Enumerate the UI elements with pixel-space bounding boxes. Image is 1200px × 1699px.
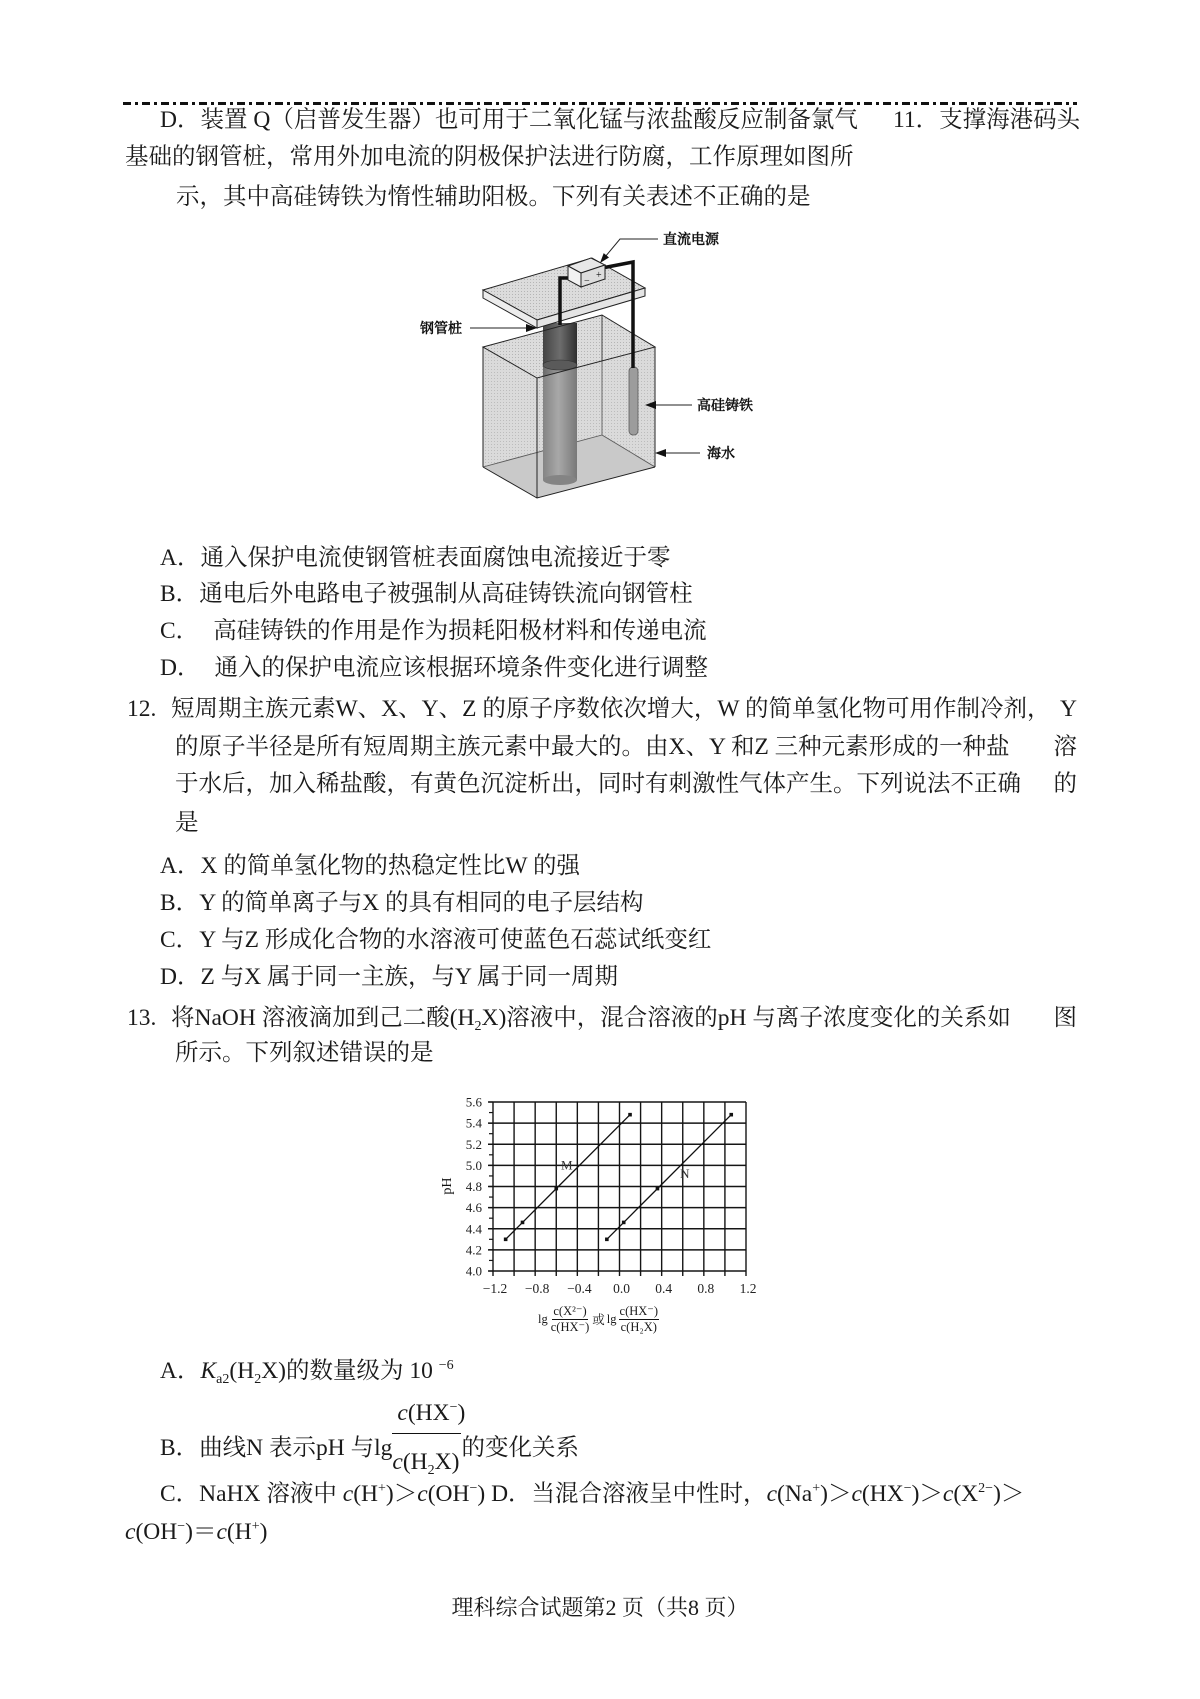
- q13-option-c: [160, 1481, 485, 1507]
- option-text: 的变化关系: [461, 1435, 579, 1461]
- x-axis-lg-2: lg: [606, 1311, 617, 1326]
- q13-option-b: [160, 1400, 579, 1478]
- stem-text: 将NaOH 溶液滴加到己二酸(H: [171, 1005, 475, 1031]
- x-axis-title: [538, 1299, 661, 1339]
- y-tick-label: 4.6: [465, 1200, 482, 1216]
- charge: 2−: [978, 1481, 994, 1496]
- option-label: B．: [160, 890, 200, 916]
- option-label: C．: [160, 618, 200, 644]
- x-axis-lg-1: lg: [538, 1311, 548, 1326]
- conc-symbol: c: [216, 1519, 227, 1545]
- charge: −: [903, 1481, 912, 1496]
- q13-option-c-d-line: [160, 1479, 1024, 1509]
- species: (Na: [777, 1481, 813, 1507]
- question-number: 11．: [893, 107, 940, 133]
- species: (H: [402, 1449, 428, 1475]
- option-text: X)的数量级为 10: [261, 1358, 439, 1384]
- q11-option-d: [160, 653, 708, 683]
- fraction-denominator: c(H₂X): [620, 1319, 657, 1334]
- q11-stem-line-1: [893, 105, 1080, 135]
- data-point-M: [504, 1238, 508, 1242]
- option-text: 通入的保护电流应该根据环境条件变化进行调整: [214, 655, 708, 681]
- fraction-denominator: [392, 1433, 461, 1477]
- q12-option-d: [160, 962, 618, 992]
- option-label: A．: [160, 545, 201, 571]
- q12-stem-line-3: 于水后，加入稀盐酸，有黄色沉淀析出，同时有刺激性气体产生。下列说法不正确: [175, 771, 1021, 797]
- conc-symbol: c: [125, 1519, 136, 1545]
- q13-option-a: [160, 1356, 454, 1386]
- q12-number: 12.: [127, 696, 157, 722]
- data-point-M: [521, 1221, 525, 1225]
- x-tick-label: −1.2: [482, 1281, 508, 1296]
- y-tick-label: 5.6: [465, 1094, 482, 1110]
- q12-stem-line-3-end: 的: [1053, 771, 1077, 797]
- option-text: C．NaHX 溶液中: [160, 1481, 343, 1507]
- x-tick-label: −0.8: [524, 1281, 550, 1296]
- ka-symbol: K: [200, 1358, 217, 1384]
- x-tick-label: 0.4: [655, 1281, 673, 1296]
- species: (X: [953, 1481, 979, 1507]
- option-text: Y 与Z 形成化合物的水溶液可使蓝色石蕊试纸变红: [199, 927, 712, 953]
- minus-terminal-label: −: [584, 276, 590, 287]
- subscript: 2: [474, 1019, 482, 1034]
- fraction-numerator: c(X²⁻): [553, 1303, 587, 1318]
- power-pointer-line: [605, 239, 658, 257]
- data-point-N: [605, 1238, 609, 1242]
- q13-option-d-line-2: [125, 1517, 267, 1547]
- x-tick-label: 0.0: [613, 1281, 630, 1296]
- q11-option-b: [160, 579, 693, 609]
- y-axis-title: pH: [440, 1177, 455, 1195]
- data-point-N: [729, 1113, 733, 1117]
- q13-stem-line-1-end: 图: [1053, 1005, 1077, 1031]
- q12-stem-line-2-end: 溶: [1053, 734, 1077, 760]
- power-label: 直流电源: [663, 233, 719, 248]
- x-tick-label: 1.2: [739, 1281, 757, 1296]
- option-label: A．: [160, 1358, 201, 1384]
- q12-option-c: [160, 925, 711, 955]
- fraction-numerator: [397, 1398, 465, 1428]
- pile-label: 钢管桩: [420, 322, 462, 337]
- charge: +: [378, 1481, 386, 1496]
- x-tick-label: −0.4: [567, 1281, 592, 1296]
- stem-text: X)溶液中，混合溶液的pH 与离子浓度变化的关系如: [481, 1005, 1011, 1031]
- q13-number: 13.: [127, 1005, 157, 1031]
- q10-option-d: D．装置 Q（启普发生器）也可用于二氧化锰与浓盐酸反应制备氯气: [160, 107, 858, 133]
- species: (H: [353, 1481, 379, 1507]
- q11-stem-line-3: 示，其中高硅铸铁为惰性辅助阳极。下列有关表述不正确的是: [176, 184, 811, 210]
- y-tick-label: 4.0: [465, 1263, 482, 1279]
- option-text: 通电后外电路电子被强制从高硅铸铁流向钢管柱: [199, 581, 693, 607]
- q13-stem-line-2: 所示。下列叙述错误的是: [175, 1040, 434, 1066]
- y-tick-label: 5.2: [465, 1136, 482, 1152]
- plus-terminal-label: +: [596, 270, 602, 281]
- conc-symbol: c: [942, 1481, 954, 1507]
- relation: )＞: [385, 1481, 418, 1507]
- data-point-M: [554, 1187, 558, 1191]
- conc-symbol: c: [342, 1481, 354, 1507]
- ka-subscript: a2: [216, 1372, 230, 1387]
- option-label: D．: [160, 964, 201, 990]
- charge: +: [251, 1519, 260, 1534]
- q11-stem-line-2: 基础的钢管桩，常用外加电流的阴极保护法进行防腐，工作原理如图所: [125, 144, 854, 170]
- option-label: C．: [160, 927, 200, 953]
- y-tick-label: 4.4: [465, 1221, 482, 1237]
- x-axis-fraction-1: [550, 1304, 591, 1335]
- conc-symbol: c: [417, 1481, 428, 1507]
- charge: −: [449, 1400, 458, 1415]
- series-label-M: M: [561, 1157, 573, 1173]
- series-label-N: N: [680, 1165, 690, 1181]
- q13-stem-line-1: [171, 1003, 1011, 1033]
- option-label: B．: [160, 1435, 200, 1461]
- option-text: Y 的简单离子与X 的具有相同的电子层结构: [199, 890, 644, 916]
- species: X): [434, 1449, 460, 1475]
- paren: ): [477, 1481, 486, 1507]
- paren: ): [457, 1400, 466, 1426]
- option-text: 曲线N 表示pH 与lg: [199, 1435, 393, 1461]
- species: (HX: [407, 1400, 450, 1426]
- x-tick-label: 0.8: [697, 1281, 715, 1296]
- q12-stem-line-4: 是: [175, 810, 199, 836]
- q12-option-a: [160, 851, 580, 881]
- y-tick-label: 5.0: [465, 1157, 482, 1173]
- species: (OH: [427, 1481, 470, 1507]
- fraction-numerator: c(HX⁻): [619, 1303, 659, 1318]
- q11-option-c: [160, 616, 707, 646]
- fraction-denominator: c(HX⁻): [550, 1319, 590, 1334]
- y-tick-label: 4.8: [465, 1179, 482, 1194]
- subscript: 2: [427, 1463, 435, 1478]
- q12-stem-line-2: 的原子半径是所有短周期主族元素中最大的。由X、Y 和Z 三种元素形成的一种盐: [175, 734, 1010, 760]
- x-axis-conjunction: 或: [592, 1313, 605, 1327]
- option-label: B．: [160, 581, 200, 607]
- option-text: Z 与X 属于同一主族，与Y 属于同一周期: [200, 964, 619, 990]
- charge: −: [469, 1481, 478, 1496]
- option-text: 通入保护电流使钢管桩表面腐蚀电流接近于零: [200, 545, 671, 571]
- relation: )＞: [993, 1481, 1025, 1507]
- conc-symbol: c: [766, 1481, 777, 1507]
- anode-label: 高硅铸铁: [697, 399, 753, 414]
- option-text: 高硅铸铁的作用是作为损耗阳极材料和传递电流: [213, 618, 707, 644]
- exponent: −6: [438, 1358, 454, 1373]
- charge: +: [812, 1481, 821, 1496]
- cathodic-protection-diagram: [410, 225, 770, 515]
- q12-stem-line-1: 短周期主族元素W、X、Y、Z 的原子序数依次增大，W 的简单氢化物可用作制冷剂，: [171, 696, 1051, 722]
- conc-symbol: c: [392, 1449, 403, 1475]
- species: (H: [226, 1519, 252, 1545]
- y-tick-label: 5.4: [465, 1115, 482, 1131]
- data-point-N: [656, 1187, 660, 1191]
- species: (HX: [861, 1481, 904, 1507]
- seawater-label: 海水: [707, 447, 735, 462]
- q12-option-b: [160, 888, 644, 918]
- q11-stem-text: 支撑海港码头: [939, 107, 1081, 133]
- paren: ): [259, 1519, 268, 1545]
- page-footer: 理科综合试题第2 页（共8 页）: [451, 1595, 749, 1620]
- charge: −: [177, 1519, 186, 1534]
- q12-stem-line-1-end: Y: [1060, 696, 1077, 722]
- option-text: (H: [229, 1358, 255, 1384]
- relation: )＞: [820, 1481, 852, 1507]
- ph-vs-log-ratio-chart: [420, 1090, 760, 1302]
- seawater-arrowhead: [655, 449, 666, 457]
- log-ratio-fraction: [392, 1400, 466, 1478]
- relation: )＞: [911, 1481, 943, 1507]
- conc-symbol: c: [851, 1481, 862, 1507]
- relation: )＝: [185, 1519, 217, 1545]
- y-tick-label: 4.2: [465, 1242, 482, 1258]
- data-point-N: [622, 1221, 626, 1225]
- option-text: X 的简单氢化物的热稳定性比W 的强: [200, 853, 580, 879]
- option-label: D．: [160, 655, 201, 681]
- x-axis-fraction-2: [619, 1304, 660, 1335]
- conc-symbol: c: [397, 1400, 408, 1426]
- option-label: A．: [160, 853, 201, 879]
- q11-option-a: [160, 543, 670, 573]
- subscript: 2: [254, 1372, 262, 1387]
- data-point-M: [628, 1113, 632, 1117]
- q13-option-d: [485, 1481, 1024, 1507]
- species: (OH: [135, 1519, 178, 1545]
- option-text: D．当混合溶液呈中性时，: [485, 1481, 767, 1507]
